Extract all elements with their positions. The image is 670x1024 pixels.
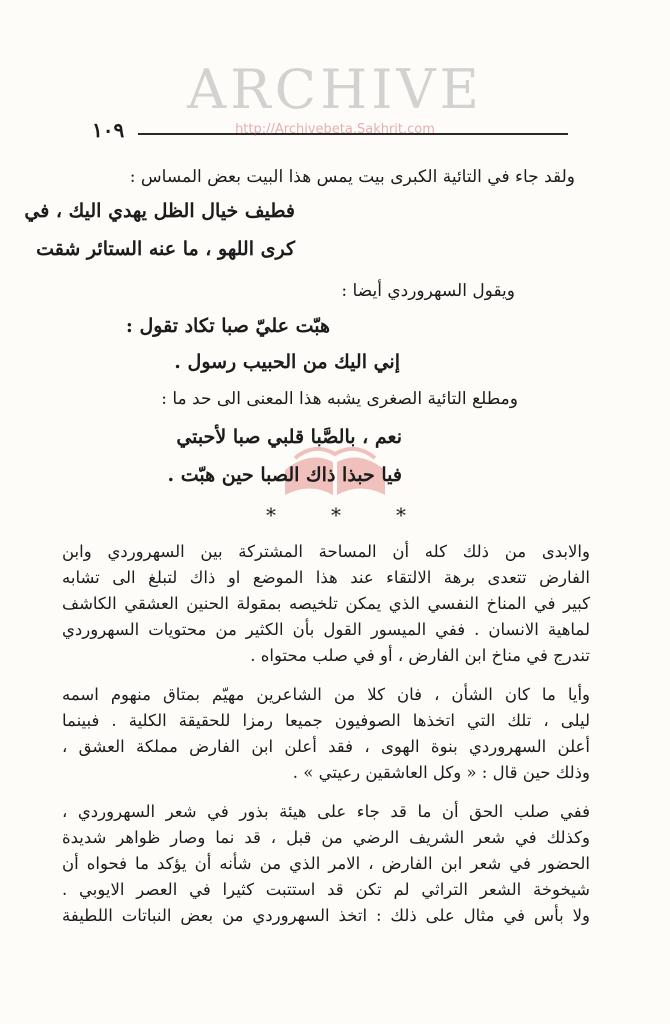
paragraph-1-line: الفارض تتعدى برهة الالتقاء عند هذا الموضع او ذاك لتبلغ الى تشابه <box>62 568 590 587</box>
paragraph-3-line: شيخوخة الشعر التراثي لم تكن قد استتبت كثيرا في العصر الايوبي . <box>62 880 590 899</box>
separator-asterisk: * <box>396 503 406 527</box>
verse-1-line-2: كرى اللهو ، ما عنه الستائر شقت <box>36 238 295 260</box>
intro-line-2: ويقول السهروردي أيضا : <box>341 281 515 301</box>
paragraph-1-line: تندرج في مناخ ابن الفارض ، أو في صلب محتواه . <box>250 646 590 665</box>
separator-asterisk: * <box>266 503 276 527</box>
verse-3-line-1: نعم ، بالصَّبا قلبي صبا لأحبتي <box>176 426 402 448</box>
paragraph-3-line: وكذلك في شعر الشريف الرضي من قبل ، قد نما وصار ظواهر شديدة <box>62 828 590 847</box>
paragraph-2-line: وذلك حين قال : « وكل العاشقين رعيتي » . <box>292 763 590 782</box>
paragraph-1-line: والابدى من ذلك كله أن المساحة المشتركة بين السهروردي وابن <box>62 542 590 561</box>
paragraph-2-line: وأيا ما كان الشأن ، فان كلا من الشاعرين مهيّم بمتاق منهوم اسمه <box>62 685 590 704</box>
verse-1-line-1: فطيف خيال الظل يهدي اليك ، في <box>24 200 295 222</box>
verse-2-line-1: هبّت عليّ صبا تكاد تقول : <box>125 315 330 337</box>
page-number: ١٠٩ <box>92 118 125 142</box>
intro-line-1: ولقد جاء في التائية الكبرى بيت يمس هذا البيت بعض المساس : <box>129 167 575 187</box>
verse-3-line-2: فيا حبذا ذاك الصبا حين هبّت . <box>167 464 402 486</box>
paragraph-2-line: أعلن السهروردي بنوة الهوى ، فقد أعلن ابن الفارض مملكة العشق ، <box>62 737 590 756</box>
paragraph-3-line: الحضور في شعر ابن الفارض ، الامر الذي من شأنه أن يؤكد ما فحواه أن <box>62 854 590 873</box>
paragraph-3-line: ففي صلب الحق أن ما قد جاء على هيئة بذور في شعر السهروردي ، <box>62 802 590 821</box>
section-separator <box>266 503 406 527</box>
intro-line-3: ومطلع التائية الصغرى يشبه هذا المعنى الى حد ما : <box>161 389 518 409</box>
verse-2-line-2: إني اليك من الحبيب رسول . <box>174 351 400 373</box>
separator-asterisk: * <box>331 503 341 527</box>
paragraph-3-line: ولا بأس في مثال على ذلك : اتخذ السهروردي من بعض النباتات اللطيفة <box>62 906 590 925</box>
watermark-word: ARCHIVE <box>187 58 483 121</box>
paragraph-2-line: ليلى ، تلك التي اتخذها الصوفيون جميعا رمزا للحقيقة الكلية . فبينما <box>62 711 590 730</box>
paragraph-1-line: لماهية الانسان . ففي الميسور القول بأن الكثير من محتويات السهروردي <box>62 620 590 639</box>
watermark-url: http://Archivebeta.Sakhrit.com <box>235 122 435 137</box>
paragraph-1-line: كبير في المناخ النفسي الذي يمكن تلخيصه بمقولة الحنين العشقي الكاشف <box>62 594 590 613</box>
